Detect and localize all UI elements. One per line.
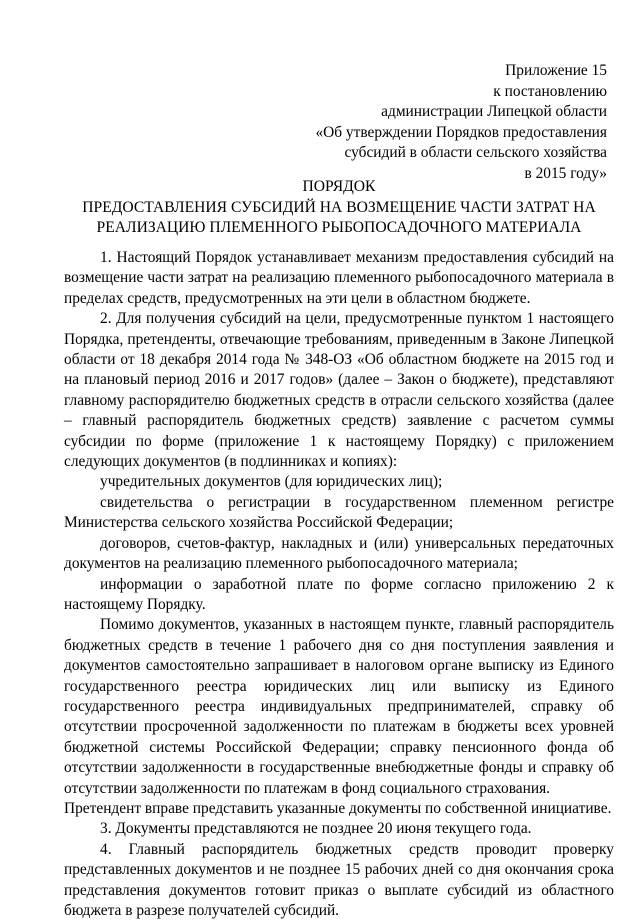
list-item-salary-info: информации о заработной плате по форме согласно приложению 2 к настоящему Порядку. <box>64 575 614 613</box>
paragraph-1: 1. Настоящий Порядок устанавливает механизм предоставления субсидий на возмещение части затрат на реализацию племенного рыбопосадочного материала в пределах средств, предусмотренных на эти цели в областном бюджете. <box>64 249 614 307</box>
paragraph-initiative: Претендент вправе представить указанные документы по собственной инициативе. <box>64 799 612 817</box>
header-line: к постановлению <box>493 82 607 100</box>
paragraph-4: 4. Главный распорядитель бюджетных средств проводит проверку представленных документов и не позднее 15 рабочих дней со дня окончания срока представления документов готовит приказ о выплате субсидий из областного бюджета в разрезе получателей субсидий. <box>64 840 614 919</box>
title-line: РЕАЛИЗАЦИЮ ПЛЕМЕННОГО РЫБОПОСАДОЧНОГО МАТЕРИАЛА <box>96 219 582 237</box>
header-line: администрации Липецкой области <box>381 103 607 120</box>
title-line: ПРЕДОСТАВЛЕНИЯ СУБСИДИЙ НА ВОЗМЕЩЕНИЕ ЧАСТИ ЗАТРАТ НА <box>82 198 596 216</box>
document-title <box>64 177 614 239</box>
document-body <box>64 248 614 921</box>
title-line: ПОРЯДОК <box>302 178 376 195</box>
header-line: Приложение 15 <box>505 62 607 79</box>
paragraph-additional-docs: Помимо документов, указанных в настоящем пункте, главный распорядитель бюджетных средств в течение 1 рабочего дня со дня поступления заявления и документов самостоятельно запрашивает в налоговом органе выписку из Единого государственного реестра юридических лиц или выписку из Единого государственного реестра индивидуальных предпринимателей, справку об отсутствии просроченной задолженности по платежам в бюджеты всех уровней бюджетной системы Российской Федерации; справку пенсионного фонда об отсутствии задолженности в государственные внебюджетные фонды и справку об отсутствии задолженности по платежам в фонд социального страхования. <box>64 616 614 797</box>
list-item-registry-certificate: свидетельства о регистрации в государственном племенном регистре Министерства сельского хозяйства Российской Федерации; <box>64 493 614 532</box>
paragraph-3: 3. Документы представляются не позднее 20 июня текущего года. <box>100 820 532 838</box>
list-item-contracts: договоров, счетов-фактур, накладных и (или) универсальных передаточных документов на реализацию племенного рыбопосадочного материала; <box>64 534 614 573</box>
header-line: «Об утверждении Порядков предоставления <box>315 123 607 141</box>
list-item-founding-docs: учредительных документов (для юридических лиц); <box>100 473 443 491</box>
header-line: в 2015 году» <box>524 164 607 182</box>
paragraph-2: 2. Для получения субсидий на цели, предусмотренные пунктом 1 настоящего Порядка, претенденты, отвечающие требованиям, приведенным в Законе Липецкой области от 18 декабря 2014 года № 348-ОЗ «Об областном бюджете на 2015 год и на плановый период 2016 и 2017 годов» (далее – Закон о бюджете), представляют главному распорядителю бюджетных средств в отрасли сельского хозяйства (далее – главный распорядитель бюджетных средств) заявление с расчетом суммы субсидии по форме (приложение 1 к настоящему Порядку) с приложением следующих документов (в подлинниках и копиях): <box>64 310 614 471</box>
header-line: субсидий в области сельского хозяйства <box>344 144 607 161</box>
appendix-header <box>315 61 607 184</box>
